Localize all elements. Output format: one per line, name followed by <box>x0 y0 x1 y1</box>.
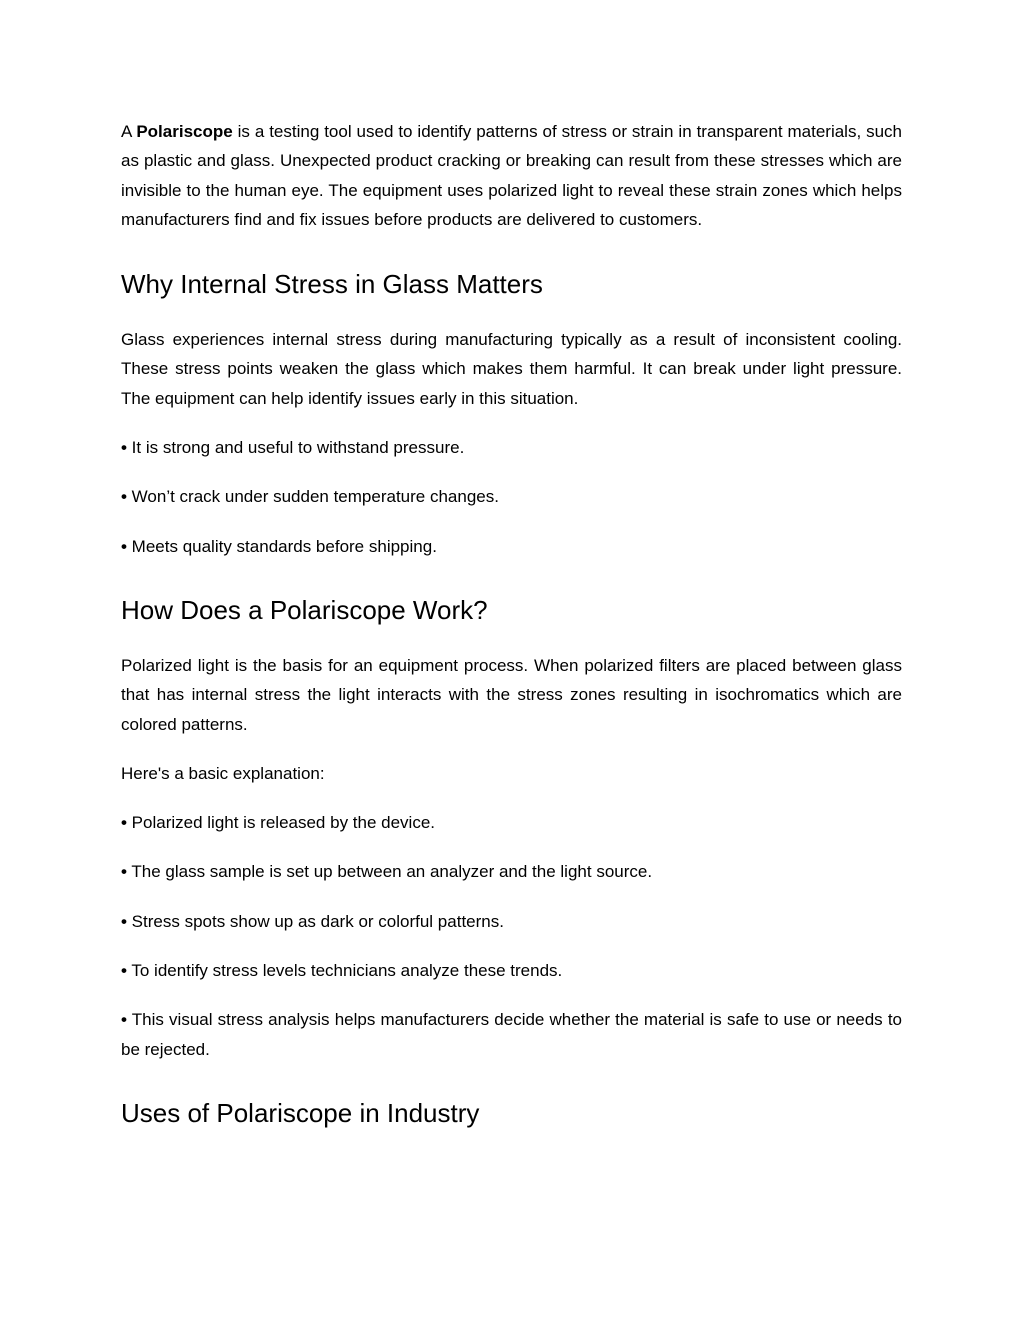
list-item <box>121 808 902 837</box>
bullet-glyph: • <box>121 438 127 458</box>
intro-paragraph <box>121 117 902 234</box>
list-item-text: To identify stress levels technicians analyze these trends. <box>126 961 563 981</box>
list-item-text: It is strong and useful to withstand pressure. <box>126 438 465 458</box>
list-item-text: This visual stress analysis helps manufacturers decide whether the material is safe to use or needs to be rejected. <box>121 1010 902 1059</box>
list-item-text: Won’t crack under sudden temperature changes. <box>126 487 499 507</box>
list-item <box>121 956 902 985</box>
list-item <box>121 907 902 936</box>
list-item-text: Polarized light is released by the device. <box>126 813 436 833</box>
list-item <box>121 482 902 511</box>
bullet-glyph: • <box>121 1010 127 1030</box>
heading-uses-in-industry: Uses of Polariscope in Industry <box>121 1097 480 1128</box>
document-page <box>121 117 902 1129</box>
paragraph-lead: Here's a basic explanation: <box>121 763 325 783</box>
bullet-glyph: • <box>121 536 127 556</box>
list-item-text: The glass sample is set up between an analyzer and the light source. <box>126 862 653 882</box>
list-item-text: Meets quality standards before shipping. <box>126 536 437 556</box>
bullet-glyph: • <box>121 487 127 507</box>
paragraph-how-does-it-work: Polarized light is the basis for an equipment process. When polarized filters are placed between glass that has internal stress the light interacts with the stress zones resulting in isochromatics which are colored patterns. <box>121 655 902 734</box>
list-item <box>121 1005 902 1064</box>
bullet-glyph: • <box>121 862 127 882</box>
paragraph-why-internal-stress: Glass experiences internal stress during manufacturing typically as a result of inconsistent cooling. These stress points weaken the glass which makes them harmful. It can break under light pressure. The equipment can help identify issues early in this situation. <box>121 330 902 408</box>
intro-prefix: A <box>121 122 137 141</box>
list-item <box>121 433 902 462</box>
bullet-glyph: • <box>121 961 127 981</box>
bullet-glyph: • <box>121 911 127 931</box>
heading-how-does-it-work: How Does a Polariscope Work? <box>121 594 488 625</box>
intro-rest: is a testing tool used to identify patterns of stress or strain in transparent materials, such as plastic and glass. Unexpected product cracking or breaking can result from these stresses which are invisible to the human eye. The equipment uses polarized light to reveal these strain zones which helps manufacturers find and fix issues before products are delivered to customers. <box>121 122 903 229</box>
list-item <box>121 857 902 886</box>
heading-why-internal-stress: Why Internal Stress in Glass Matters <box>121 269 543 300</box>
intro-term: Polariscope <box>136 122 233 141</box>
list-item <box>121 532 902 561</box>
list-item-text: Stress spots show up as dark or colorful patterns. <box>126 911 504 931</box>
bullet-glyph: • <box>121 813 127 833</box>
